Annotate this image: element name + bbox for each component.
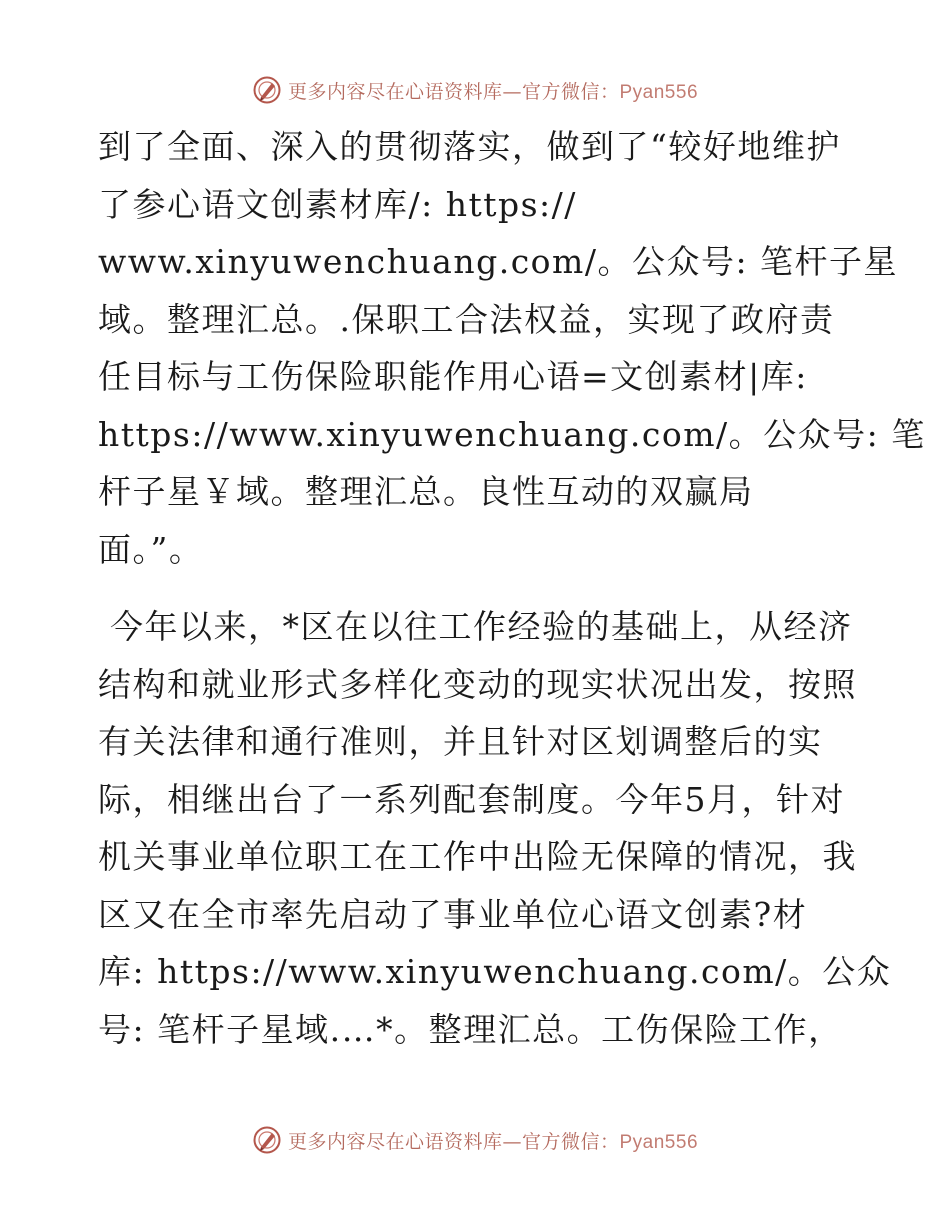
header-banner-text [288, 77, 698, 104]
text-line: 任目标与工伤保险职能作用心语=文创素材|库: [98, 357, 808, 396]
text-line: 域。整理汇总。.保职工合法权益，实现了政府责 [98, 299, 835, 339]
header-dash: — [502, 80, 522, 103]
document-body [98, 118, 926, 1058]
footer-wechat-label: 官方微信： [521, 1130, 620, 1153]
header-wechat-id: Pyan556 [619, 81, 699, 103]
text-line: 机关事业单位职工在工作中出险无保障的情况，我 [98, 837, 857, 876]
header-wechat-label: 官方微信： [521, 80, 620, 103]
pen-logo-icon [252, 1125, 282, 1155]
text-line: 有关法律和通行准则，并且针对区划调整后的实 [98, 722, 823, 761]
paragraph-gap [98, 578, 858, 598]
footer-banner [0, 1120, 950, 1160]
paragraph-2 [98, 598, 892, 1058]
text-line: 库: https://www.xinyuwenchuang.com/。公众 [98, 952, 892, 991]
paragraph-1 [98, 118, 926, 578]
header-banner [0, 70, 950, 110]
text-line: www.xinyuwenchuang.com/。公众号: 笔杆子星 [98, 242, 899, 281]
footer-banner-text [288, 1127, 698, 1154]
text-line: 号: 笔杆子星域.…*。整理汇总。工伤保险工作， [98, 1009, 843, 1049]
text-line: 面。”。 [98, 529, 204, 569]
pen-logo-icon [252, 75, 282, 105]
footer-wechat-id: Pyan556 [619, 1131, 699, 1153]
text-line: 杆子星￥域。整理汇总。良性互动的双赢局 [98, 472, 754, 511]
text-line: https://www.xinyuwenchuang.com/。公众号: 笔 [98, 414, 926, 454]
text-line: 际，相继出台了一系列配套制度。今年5月，针对 [98, 779, 845, 819]
text-line: 到了全面、深入的贯彻落实，做到了“较好地维护 [98, 127, 841, 166]
text-line: 了参心语文创素材库/: https:// [98, 184, 577, 224]
text-line: 今年以来，*区在以往工作经验的基础上，从经济 [98, 607, 853, 646]
footer-banner-content [252, 1125, 698, 1155]
text-line: 区又在全市率先启动了事业单位心语文创素?材 [98, 894, 808, 934]
header-site-text: 更多内容尽在心语资料库 [287, 80, 503, 103]
footer-dash: — [502, 1130, 522, 1153]
text-line: 结构和就业形式多样化变动的现实状况出发，按照 [98, 664, 857, 704]
header-banner-content [252, 75, 698, 105]
footer-site-text: 更多内容尽在心语资料库 [287, 1130, 503, 1153]
